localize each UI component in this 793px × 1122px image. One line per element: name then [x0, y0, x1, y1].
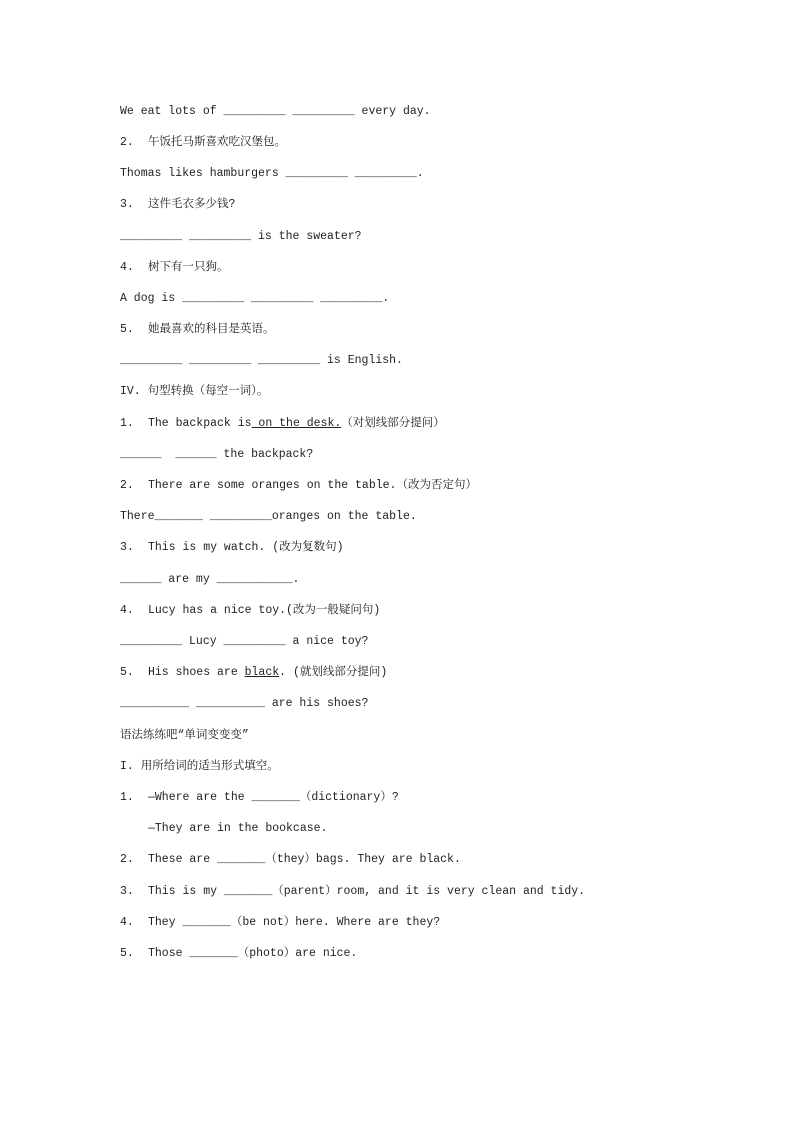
item-text: They _______（be not）here. Where are they? — [148, 916, 441, 929]
instruction: （对划线部分提问） — [341, 417, 445, 430]
item-text: Those _______（photo）are nice. — [148, 947, 358, 960]
item-text: —They are in the bookcase. — [148, 822, 328, 835]
item-text: 树下有一只狗。 — [148, 261, 229, 274]
item-number: 2. — [120, 853, 134, 866]
section-heading: I. 用所给词的适当形式填空。 — [120, 760, 279, 773]
text-part: His shoes are — [148, 666, 245, 679]
item-number: 5. — [120, 666, 134, 679]
item-text: Lucy has a nice toy.(改为一般疑问句) — [148, 604, 381, 617]
item-number: 3. — [120, 885, 134, 898]
item-number: 4. — [120, 916, 134, 929]
item-text: This is my _______（parent）room, and it is very clean and tidy. — [148, 885, 586, 898]
item-text: 午饭托马斯喜欢吃汉堡包。 — [148, 136, 286, 149]
text-line: ______ ______ the backpack? — [120, 448, 314, 461]
item-number: 2. — [120, 479, 134, 492]
item-text: 她最喜欢的科目是英语。 — [148, 323, 275, 336]
item-number: 2. — [120, 136, 134, 149]
item-text — [148, 416, 445, 432]
text-line: A dog is _________ _________ _________. — [120, 292, 390, 305]
text-line: ______ are my ___________. — [120, 573, 300, 586]
text-part: The backpack is — [148, 417, 252, 430]
item-number: 3. — [120, 198, 134, 211]
item-number: 3. — [120, 541, 134, 554]
item-number: 1. — [120, 417, 134, 430]
text-line: __________ __________ are his shoes? — [120, 697, 369, 710]
item-text: 这件毛衣多少钱? — [148, 198, 236, 211]
item-number: 5. — [120, 323, 134, 336]
text-line: Thomas likes hamburgers _________ _________. — [120, 167, 424, 180]
item-text: This is my watch. (改为复数句) — [148, 541, 344, 554]
text-line: There_______ _________oranges on the table. — [120, 510, 417, 523]
text-line: _________ _________ is the sweater? — [120, 230, 362, 243]
instruction: . (就划线部分提问) — [279, 666, 388, 679]
item-number: 5. — [120, 947, 134, 960]
text-line: _________ _________ _________ is English. — [120, 354, 403, 367]
text-line: _________ Lucy _________ a nice toy? — [120, 635, 369, 648]
item-number: 4. — [120, 261, 134, 274]
item-text — [148, 665, 387, 681]
item-text: There are some oranges on the table.（改为否定句） — [148, 479, 477, 492]
section-heading: IV. 句型转换（每空一词）。 — [120, 385, 269, 398]
item-text: These are _______（they）bags. They are black. — [148, 853, 461, 866]
text-line: We eat lots of _________ _________ every day. — [120, 105, 431, 118]
underlined-text: black — [244, 666, 280, 679]
section-title: 语法练练吧“单词变变变” — [120, 729, 249, 742]
item-number: 1. — [120, 791, 134, 804]
underlined-text: on the desk. — [251, 417, 342, 430]
item-number: 4. — [120, 604, 134, 617]
item-text: —Where are the _______（dictionary）? — [148, 791, 399, 804]
